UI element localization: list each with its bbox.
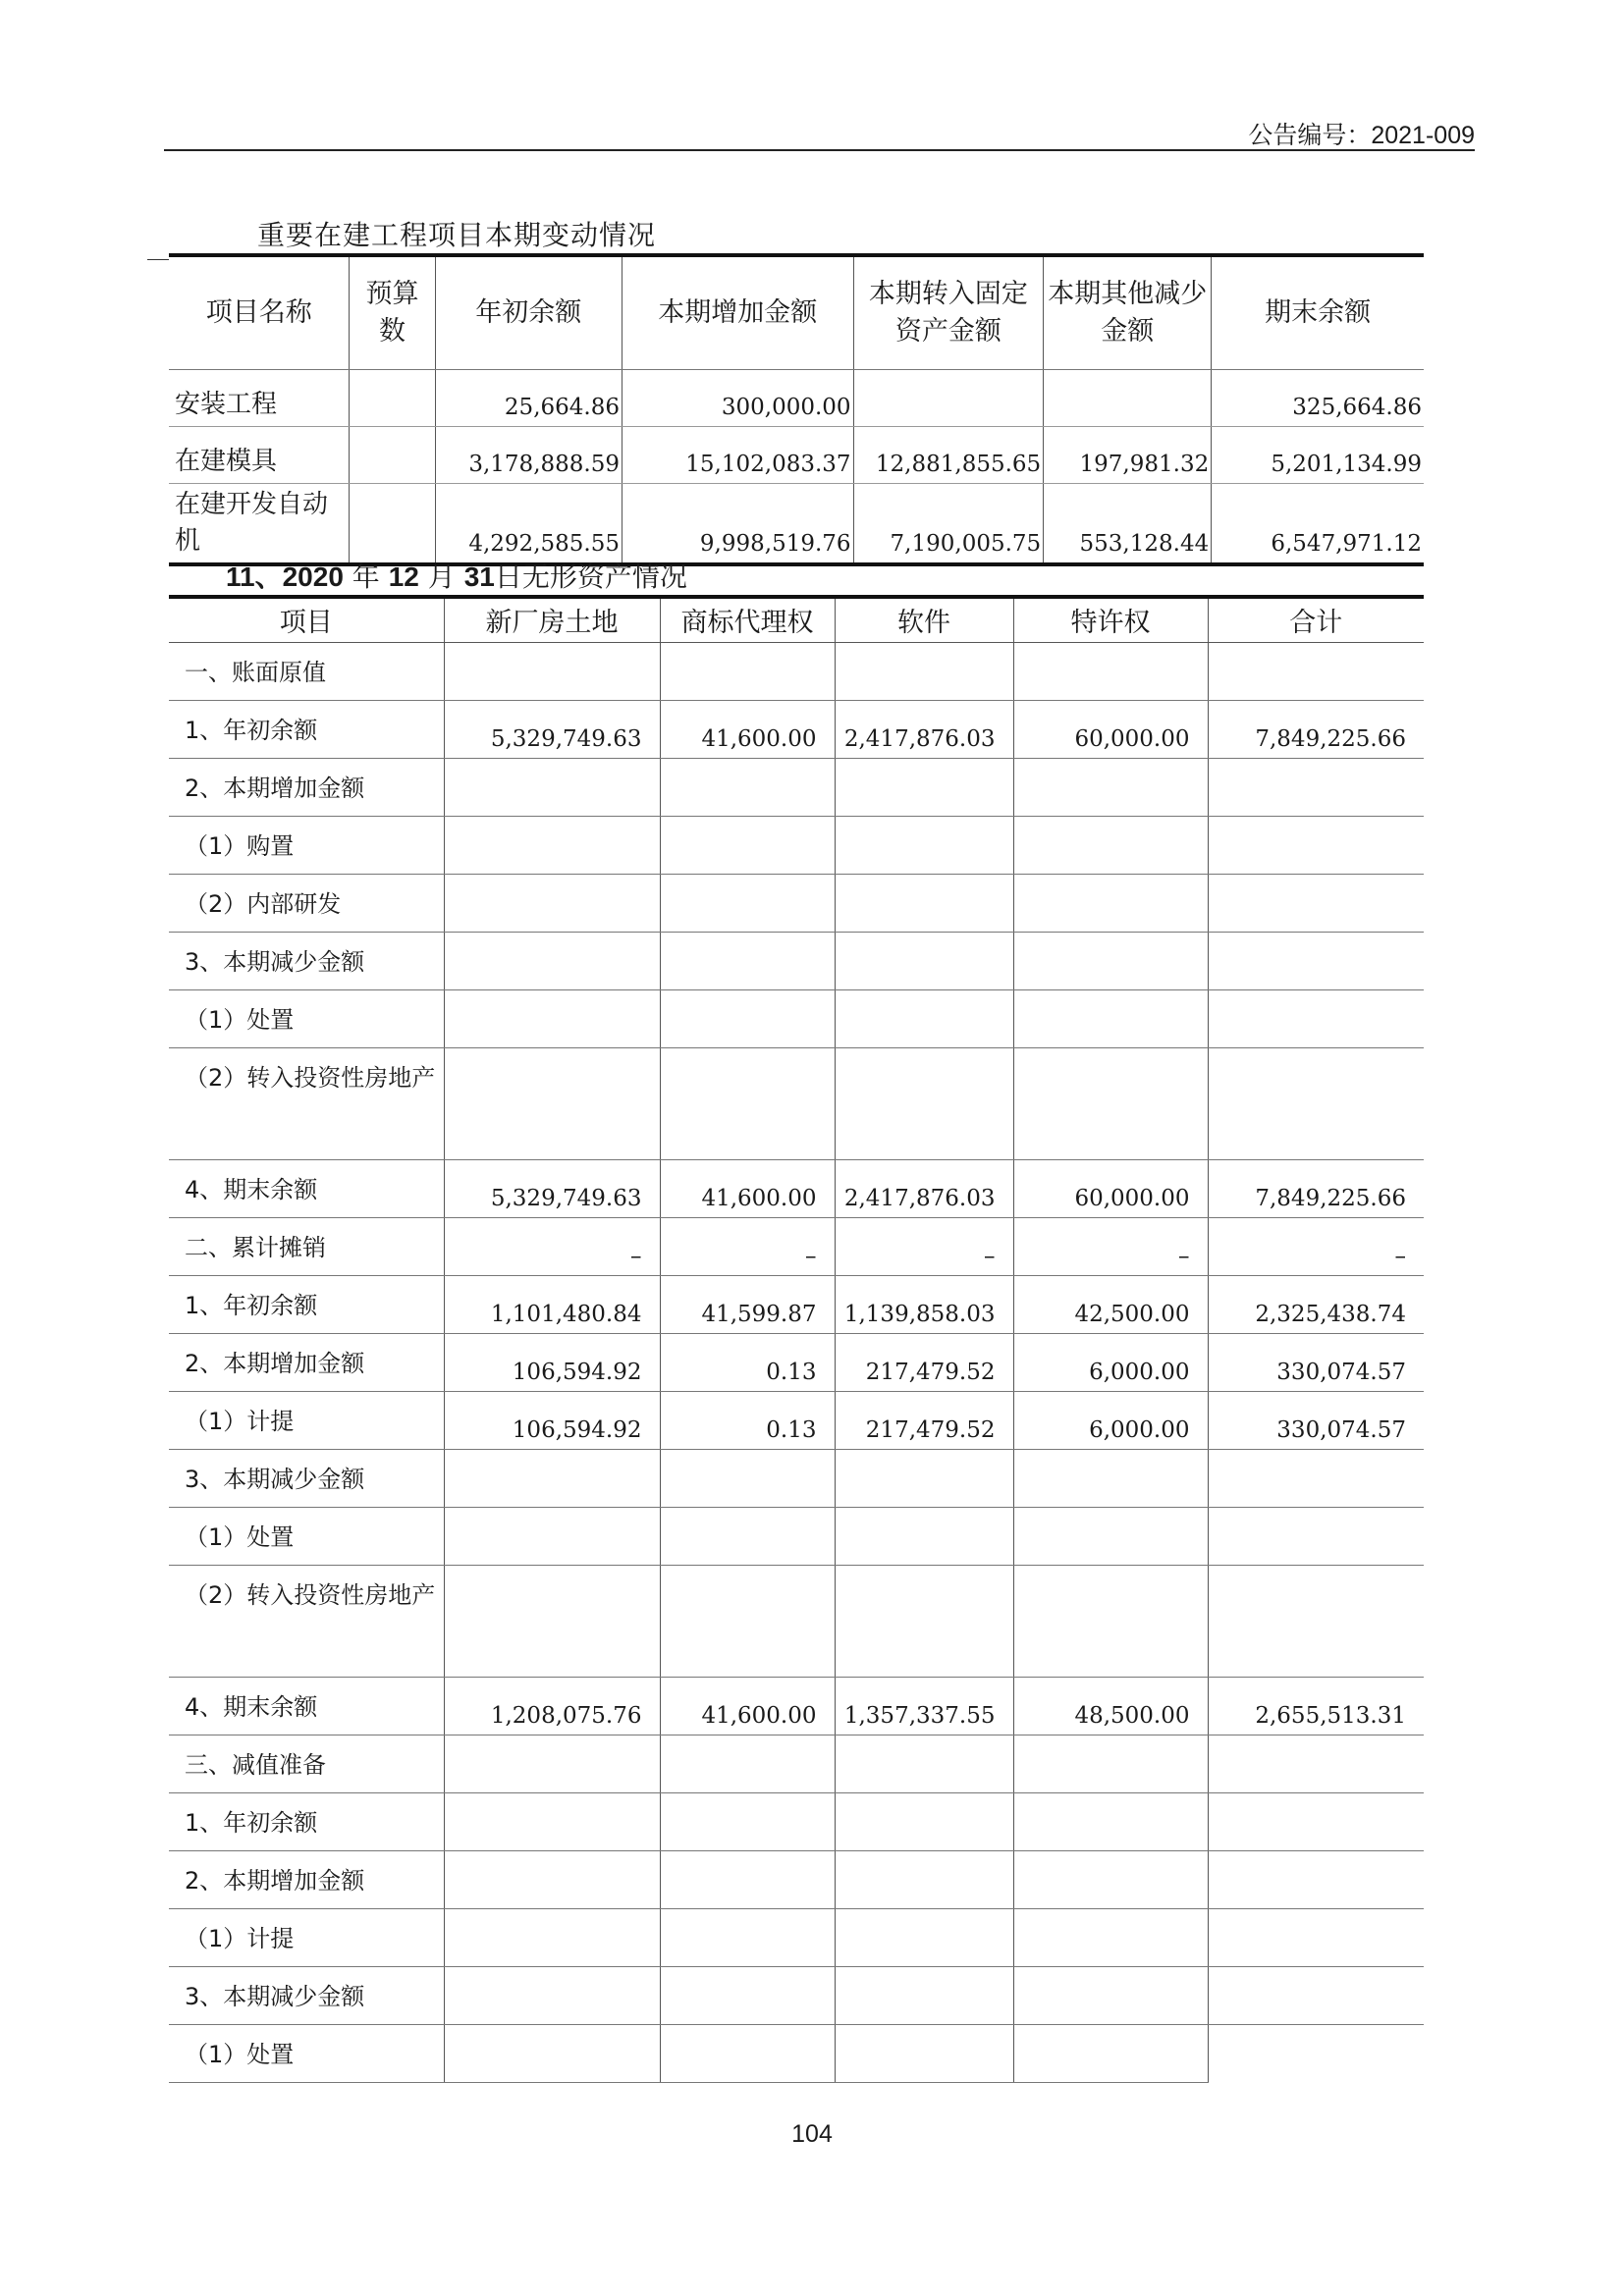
table-cell (444, 1966, 660, 2024)
table-cell (350, 369, 435, 426)
table-cell: 41,600.00 (660, 700, 835, 758)
table-cell (1013, 1735, 1208, 1792)
table-cell (444, 2024, 660, 2082)
table-cell: – (660, 1217, 835, 1275)
table-cell: 6,547,971.12 (1271, 530, 1422, 557)
table-cell: 5,329,749.63 (444, 700, 660, 758)
table-cell (444, 816, 660, 874)
table-cell (835, 932, 1013, 989)
table-cell (350, 426, 435, 483)
table-cell (835, 1850, 1013, 1908)
row-label: 4、期末余额 (169, 1159, 444, 1217)
table-cell (444, 642, 660, 700)
col-header-project-name: 项目名称 (169, 255, 350, 369)
page-number: 104 (791, 2120, 833, 2148)
table-row (169, 2024, 1424, 2082)
table-cell (835, 1565, 1013, 1677)
table-cell: 48,500.00 (1013, 1677, 1208, 1735)
row-label: 安装工程 (169, 369, 350, 426)
table-cell (853, 369, 1044, 426)
row-label: 1、年初余额 (169, 1275, 444, 1333)
table-row (169, 1792, 1424, 1850)
table-row (169, 1449, 1424, 1507)
table-cell (835, 1449, 1013, 1507)
table-cell (1208, 816, 1424, 874)
col-header-transfer-fixed: 本期转入固定资产金额 (853, 255, 1044, 369)
table-cell (660, 642, 835, 700)
table-cell (660, 1966, 835, 2024)
table-cell: 42,500.00 (1013, 1275, 1208, 1333)
table-cell (660, 1792, 835, 1850)
table-cell (444, 1047, 660, 1159)
table-row (169, 1275, 1424, 1333)
table-cell: 12,881,855.65 (853, 426, 1044, 483)
table-cell (1013, 1850, 1208, 1908)
section2-title-day: 31 (463, 561, 495, 592)
table-cell (1013, 2024, 1208, 2082)
table-cell (1208, 1966, 1424, 2024)
table-row (169, 1908, 1424, 1966)
table-cell (1208, 1850, 1424, 1908)
table-cell (444, 1850, 660, 1908)
table-row (169, 1217, 1424, 1275)
table-cell (835, 1735, 1013, 1792)
row-label: （1）处置 (169, 1507, 444, 1565)
table-cell (1208, 1449, 1424, 1507)
table-cell: 25,664.86 (435, 369, 622, 426)
table-cell (1208, 1908, 1424, 1966)
row-label: 2、本期增加金额 (169, 1850, 444, 1908)
table-cell: 41,600.00 (660, 1159, 835, 1217)
table-row (169, 758, 1424, 816)
row-label: 一、账面原值 (169, 642, 444, 700)
table-cell: 5,329,749.63 (444, 1159, 660, 1217)
col-header-land: 新厂房土地 (444, 597, 660, 642)
section2-title-month: 12 (388, 561, 419, 592)
table-cell (1208, 1735, 1424, 1792)
table-cell (444, 932, 660, 989)
row-label: 3、本期减少金额 (169, 932, 444, 989)
table-row (169, 1391, 1424, 1449)
row-label: 在建开发自动机 (169, 483, 350, 564)
row-label: （2）内部研发 (169, 874, 444, 932)
table-cell (835, 1507, 1013, 1565)
row-label: （1）计提 (169, 1391, 444, 1449)
table-cell (660, 758, 835, 816)
table-cell (1208, 989, 1424, 1047)
col-header-increase: 本期增加金额 (622, 255, 853, 369)
table-cell (444, 1735, 660, 1792)
intangible-assets-table (169, 595, 1424, 2083)
row-label: 2、本期增加金额 (169, 1333, 444, 1391)
col-header-software: 软件 (835, 597, 1013, 642)
table-cell (1013, 874, 1208, 932)
table-cell (660, 816, 835, 874)
row-label: 1、年初余额 (169, 1792, 444, 1850)
table-header-row (169, 597, 1424, 642)
table-cell (1208, 758, 1424, 816)
table-row (169, 642, 1424, 700)
col-header-opening-balance: 年初余额 (435, 255, 622, 369)
table-row (169, 1507, 1424, 1565)
table-cell: 217,479.52 (835, 1333, 1013, 1391)
table-cell (835, 874, 1013, 932)
table-cell: 60,000.00 (1013, 700, 1208, 758)
col-header-item: 项目 (169, 597, 444, 642)
col-header-trademark: 商标代理权 (660, 597, 835, 642)
table-cell: 3,178,888.59 (435, 426, 622, 483)
table-cell (660, 989, 835, 1047)
table-row (169, 426, 1424, 483)
row-label: （1）处置 (169, 989, 444, 1047)
table-cell (660, 1047, 835, 1159)
table-cell (1013, 1507, 1208, 1565)
section2-title (226, 556, 687, 595)
table-cell: – (444, 1217, 660, 1275)
col-header-other-decrease: 本期其他减少金额 (1044, 255, 1212, 369)
table-row (169, 1159, 1424, 1217)
table-cell (1013, 1565, 1208, 1677)
table-cell (660, 932, 835, 989)
table-cell (444, 1792, 660, 1850)
table-cell: 1,357,337.55 (835, 1677, 1013, 1735)
row-label: 1、年初余额 (169, 700, 444, 758)
table-cell (660, 1735, 835, 1792)
row-label: 在建模具 (169, 426, 350, 483)
table-cell (444, 1449, 660, 1507)
table-cell (835, 642, 1013, 700)
table-row (169, 1565, 1424, 1677)
table-cell (835, 758, 1013, 816)
col-header-budget: 预算数 (350, 255, 435, 369)
table-row (169, 700, 1424, 758)
table-row (169, 1333, 1424, 1391)
table-row (169, 874, 1424, 932)
table-header-row (169, 255, 1424, 369)
table-cell (1208, 1565, 1424, 1677)
table-cell: 1,208,075.76 (444, 1677, 660, 1735)
table-cell (835, 1047, 1013, 1159)
table-cell (1208, 932, 1424, 989)
table-cell (1208, 1507, 1424, 1565)
table-cell (835, 1966, 1013, 2024)
table-cell (660, 1449, 835, 1507)
table-cell: 5,201,134.99 (1212, 426, 1424, 483)
section2-title-suffix: 日无形资产情况 (494, 561, 687, 593)
table-cell: 6,000.00 (1013, 1391, 1208, 1449)
table-cell: 41,599.87 (660, 1275, 835, 1333)
table-cell (444, 1908, 660, 1966)
table-row (169, 1735, 1424, 1792)
row-label: （1）购置 (169, 816, 444, 874)
table-cell (1013, 1449, 1208, 1507)
section2-title-year-char: 年 (352, 561, 380, 593)
table-cell: – (835, 1217, 1013, 1275)
table-cell: – (1013, 1217, 1208, 1275)
table-cell (1044, 369, 1212, 426)
table-cell (835, 816, 1013, 874)
table-cell (444, 874, 660, 932)
row-label: 二、累计摊销 (169, 1217, 444, 1275)
table-row (169, 1677, 1424, 1735)
table-cell (444, 1565, 660, 1677)
table-cell (1208, 642, 1424, 700)
section1-title: 重要在建工程项目本期变动情况 (257, 219, 657, 251)
table-cell: – (1208, 1217, 1424, 1275)
table-row (169, 1966, 1424, 2024)
table-cell (350, 483, 435, 564)
table-cell: 330,074.57 (1208, 1333, 1424, 1391)
table-row (169, 1047, 1424, 1159)
table-cell: 7,849,225.66 (1208, 700, 1424, 758)
table-cell: 2,417,876.03 (835, 1159, 1013, 1217)
table-cell (660, 1507, 835, 1565)
construction-projects-table (169, 253, 1424, 566)
table-cell (1013, 758, 1208, 816)
table-cell: 300,000.00 (622, 369, 853, 426)
table-cell (835, 1908, 1013, 1966)
col-header-closing-balance: 期末余额 (1212, 255, 1424, 369)
table-cell: 217,479.52 (835, 1391, 1013, 1449)
table-cell (1208, 1047, 1424, 1159)
table-cell (1013, 1047, 1208, 1159)
table-cell: 7,190,005.75 (853, 483, 1044, 564)
row-label: 2、本期增加金额 (169, 758, 444, 816)
announcement-number: 公告编号：2021-009 (1248, 122, 1475, 149)
table-cell: 0.13 (660, 1333, 835, 1391)
table-row (169, 483, 1424, 564)
table-cell (660, 2024, 835, 2082)
row-label: 三、减值准备 (169, 1735, 444, 1792)
table-cell (660, 1850, 835, 1908)
row-label: （2）转入投资性房地产 (169, 1565, 444, 1677)
table-cell: 553,128.44 (1044, 483, 1212, 564)
table-cell (1013, 816, 1208, 874)
table-row (169, 932, 1424, 989)
table-cell (1013, 1908, 1208, 1966)
table-cell: 15,102,083.37 (622, 426, 853, 483)
table-cell (660, 874, 835, 932)
table-cell: 2,655,513.31 (1208, 1677, 1424, 1735)
table-row (169, 369, 1424, 426)
table-cell: 0.13 (660, 1391, 835, 1449)
table-cell: 7,849,225.66 (1208, 1159, 1424, 1217)
row-label: （1）处置 (169, 2024, 444, 2082)
col-header-franchise: 特许权 (1013, 597, 1208, 642)
table-cell: 1,139,858.03 (835, 1275, 1013, 1333)
table-cell (1208, 2024, 1424, 2082)
table-cell: 60,000.00 (1013, 1159, 1208, 1217)
header-rule (164, 149, 1475, 151)
table-cell: 2,417,876.03 (835, 700, 1013, 758)
table-cell: 106,594.92 (444, 1333, 660, 1391)
row-label: 3、本期减少金额 (169, 1449, 444, 1507)
table-cell: 41,600.00 (660, 1677, 835, 1735)
table-cell: 9,998,519.76 (622, 483, 853, 564)
title-stub-line (147, 259, 169, 260)
table-cell (660, 1565, 835, 1677)
table-cell: 4,292,585.55 (435, 483, 622, 564)
table-cell (1013, 1966, 1208, 2024)
row-label: 3、本期减少金额 (169, 1966, 444, 2024)
table-row (169, 1850, 1424, 1908)
row-label: 4、期末余额 (169, 1677, 444, 1735)
table-cell (444, 989, 660, 1047)
table-cell: 330,074.57 (1208, 1391, 1424, 1449)
table-cell (1013, 989, 1208, 1047)
table-cell (835, 2024, 1013, 2082)
table-row (169, 989, 1424, 1047)
col-header-total: 合计 (1208, 597, 1424, 642)
table-cell: 6,000.00 (1013, 1333, 1208, 1391)
table-cell: 1,101,480.84 (444, 1275, 660, 1333)
table-cell: 325,664.86 (1212, 369, 1424, 426)
table-cell (1013, 1792, 1208, 1850)
row-label: （2）转入投资性房地产 (169, 1047, 444, 1159)
table-cell: 2,325,438.74 (1208, 1275, 1424, 1333)
table-cell: 197,981.32 (1044, 426, 1212, 483)
table-cell (1013, 932, 1208, 989)
table-cell (444, 1507, 660, 1565)
table-row (169, 816, 1424, 874)
table-cell (1208, 1792, 1424, 1850)
row-label: （1）计提 (169, 1908, 444, 1966)
table-cell (835, 1792, 1013, 1850)
table-cell (660, 1908, 835, 1966)
table-cell (444, 758, 660, 816)
table-cell: 106,594.92 (444, 1391, 660, 1449)
section2-title-month-char: 月 (427, 561, 456, 593)
table-cell (1013, 642, 1208, 700)
table-cell (835, 989, 1013, 1047)
table-cell (1208, 874, 1424, 932)
section2-title-prefix: 11、2020 (226, 561, 344, 592)
